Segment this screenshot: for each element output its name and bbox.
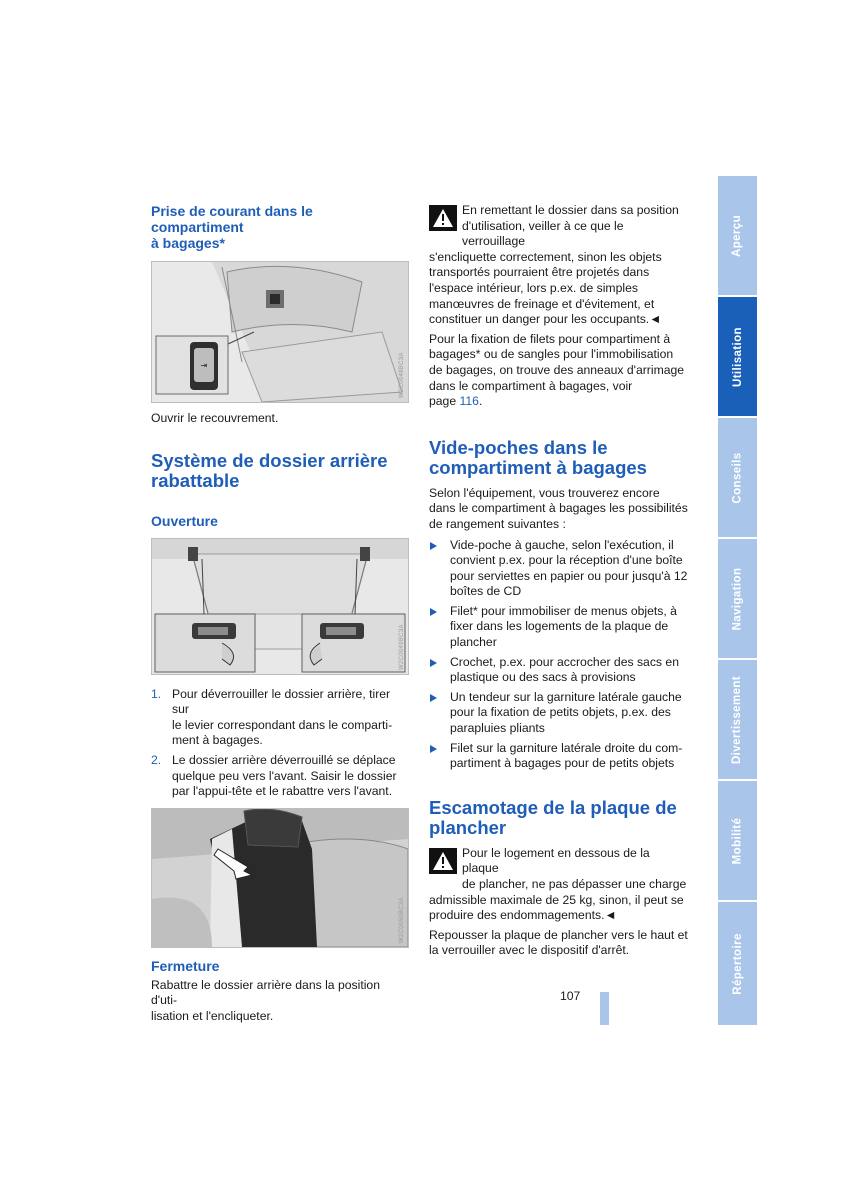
list-line: Vide-poche à gauche, selon l'exécution, il: [450, 537, 674, 552]
warning-line: manœuvres de freinage et d'évitement, et: [429, 296, 655, 311]
heading-ouverture: Ouverture: [151, 512, 218, 529]
heading-systeme-line1: Système de dossier arrière: [151, 449, 388, 471]
figure-code: W2C0049BC3A: [399, 623, 405, 670]
list-line: boîtes de CD: [450, 584, 522, 599]
list-item: [151, 687, 409, 749]
right-column: [429, 203, 689, 959]
bullet-triangle-icon: [430, 608, 437, 616]
warning-line: constituer un danger pour les occupants.◄: [429, 312, 662, 327]
steps-list: [151, 687, 409, 800]
paragraph-line: de rangement suivantes :: [429, 516, 566, 531]
list-line: Filet* pour immobiliser de menus objets, à: [450, 603, 677, 618]
heading-prise-line2: à bagages*: [151, 235, 225, 251]
list-item: [429, 690, 689, 737]
step-line: par l'appui-tête et le rabattre vers l'avant.: [172, 784, 393, 799]
storage-list: [429, 538, 689, 772]
warning-line: Pour le logement en dessous de la plaque: [462, 845, 650, 876]
page-number: 107: [560, 989, 581, 1003]
list-line: pour serviettes en papier ou pour jusqu'à 12: [450, 568, 688, 583]
list-line: convient p.ex. pour la réception d'une boîte: [450, 553, 683, 568]
step-number: 2.: [151, 752, 162, 767]
warning-triangle-icon: [429, 205, 457, 231]
rear-seat-illustration: [152, 809, 408, 947]
heading-vide-line2: compartiment à bagages: [429, 456, 647, 478]
tab-conseils[interactable]: [718, 418, 757, 537]
fermeture-line: Rabattre le dossier arrière dans la position d'uti-: [151, 977, 380, 1008]
list-line: Crochet, p.ex. pour accrocher des sacs en: [450, 654, 679, 669]
heading-systeme-line2: rabattable: [151, 469, 240, 491]
list-item: [429, 604, 689, 651]
tab-navigation[interactable]: [718, 539, 757, 658]
list-line: plancher: [450, 635, 497, 650]
tab-utilisation[interactable]: [718, 297, 757, 416]
paragraph-filets: [429, 332, 689, 410]
figure-release-levers: [151, 538, 409, 675]
figure-fold-seat: [151, 808, 409, 948]
step-line: le levier correspondant dans le comparti-: [172, 717, 393, 732]
page-ref-suffix: .: [478, 394, 483, 409]
section-prise-title: [151, 203, 409, 251]
tab-label: Navigation: [731, 567, 744, 630]
heading-fermeture: Fermeture: [151, 957, 220, 974]
paragraph-escamotage: [429, 928, 689, 959]
section-escamotage-title: [429, 798, 689, 838]
warning-line: de plancher, ne pas dépasser une charge: [462, 877, 687, 891]
paragraph-line: de bagages, on trouve des anneaux d'arrimage: [429, 362, 685, 377]
list-line: parapluies pliants: [450, 721, 545, 736]
tab-label: Conseils: [731, 451, 744, 504]
heading-prise-line1: Prise de courant dans le compartiment: [151, 203, 313, 235]
tab-label: Aperçu: [731, 214, 744, 257]
svg-text:⇥: ⇥: [200, 361, 208, 370]
heading-escamotage-line1: Escamotage de la plaque de: [429, 796, 677, 818]
list-line: Un tendeur sur la garniture latérale gauche: [450, 689, 682, 704]
figure-code: W2C0050BC3A: [399, 897, 405, 943]
warning-line: produire des endommagements.◄: [429, 908, 617, 923]
paragraph-line: [429, 394, 689, 410]
tab-label: Répertoire: [731, 932, 744, 995]
page-ref-prefix: page: [429, 394, 460, 409]
paragraph-line: dans le compartiment à bagages les possibilités: [429, 501, 688, 516]
step-line: Pour déverrouiller le dossier arrière, tirer sur: [172, 686, 391, 717]
caption-open-cover: Ouvrir le recouvrement.: [151, 411, 279, 425]
paragraph-line: Repousser la plaque de plancher vers le haut et: [429, 927, 688, 942]
list-line: partiment à bagages pour de petits objets: [450, 756, 675, 771]
list-line: plastique ou des sacs à provisions: [450, 670, 636, 685]
trunk-socket-illustration: [152, 262, 408, 402]
paragraph-line: Pour la fixation de filets pour compartiment à: [429, 331, 671, 346]
tab-mobilite[interactable]: [718, 781, 757, 900]
tab-divertissement[interactable]: [718, 660, 757, 779]
chapter-tabs: [718, 176, 757, 1025]
section-vide-title: [429, 438, 689, 478]
figure-code: W2C0048BC3A: [399, 352, 405, 398]
figure-power-socket: [151, 261, 409, 403]
warning-line: En remettant le dossier dans sa position: [462, 203, 679, 217]
trunk-levers-illustration: [152, 539, 408, 674]
warning-line: d'utilisation, veiller à ce que le verrouillage: [462, 218, 624, 249]
warning-triangle-icon: [429, 848, 457, 874]
warning-line: s'encliquette correctement, sinon les objets: [429, 249, 662, 264]
list-line: fixer dans les logements de la plaque de: [450, 619, 669, 634]
tab-repertoire[interactable]: [718, 902, 757, 1025]
list-line: pour la fixation de petits objets, p.ex. des: [450, 705, 671, 720]
fermeture-line: lisation et l'encliqueter.: [151, 1008, 274, 1023]
step-line: quelque peu vers l'avant. Saisir le dossier: [172, 768, 397, 783]
warning-line: transportés pourraient être projetés dans: [429, 265, 650, 280]
paragraph-line: Selon l'équipement, vous trouverez encore: [429, 485, 660, 500]
list-item: [429, 655, 689, 686]
step-number: 1.: [151, 686, 162, 701]
left-column: [151, 203, 409, 1025]
list-line: Filet sur la garniture latérale droite du com-: [450, 740, 683, 755]
tab-apercu[interactable]: [718, 176, 757, 295]
list-item: [429, 741, 689, 772]
vide-intro: [429, 486, 689, 533]
warning-line: admissible maximale de 25 kg, sinon, il peut se: [429, 892, 684, 907]
section-systeme-title: [151, 451, 409, 491]
step-line: ment à bagages.: [172, 733, 263, 748]
list-item: [151, 753, 409, 800]
bullet-triangle-icon: [430, 745, 437, 753]
warning-block-floor: [429, 846, 689, 924]
tab-label: Utilisation: [731, 326, 744, 387]
warning-line: l'espace intérieur, lors p.ex. de simples: [429, 280, 638, 295]
bullet-triangle-icon: [430, 542, 437, 550]
heading-escamotage-line2: plancher: [429, 816, 507, 838]
tab-label: Divertissement: [731, 675, 744, 764]
list-item: [429, 538, 689, 600]
tab-label: Mobilité: [731, 817, 744, 864]
bullet-triangle-icon: [430, 694, 437, 702]
warning-block-seat: [429, 203, 689, 328]
paragraph-line: la verrouiller avec le dispositif d'arrêt.: [429, 943, 630, 958]
step-line: Le dossier arrière déverrouillé se déplace: [172, 752, 396, 767]
paragraph-line: bagages* ou de sangles pour l'immobilisation: [429, 347, 674, 362]
paragraph-line: dans le compartiment à bagages, voir: [429, 378, 633, 393]
bullet-triangle-icon: [430, 659, 437, 667]
page-link[interactable]: 116: [459, 394, 479, 409]
heading-vide-line1: Vide-poches dans le: [429, 436, 608, 458]
page-number-bar: [600, 992, 609, 1025]
